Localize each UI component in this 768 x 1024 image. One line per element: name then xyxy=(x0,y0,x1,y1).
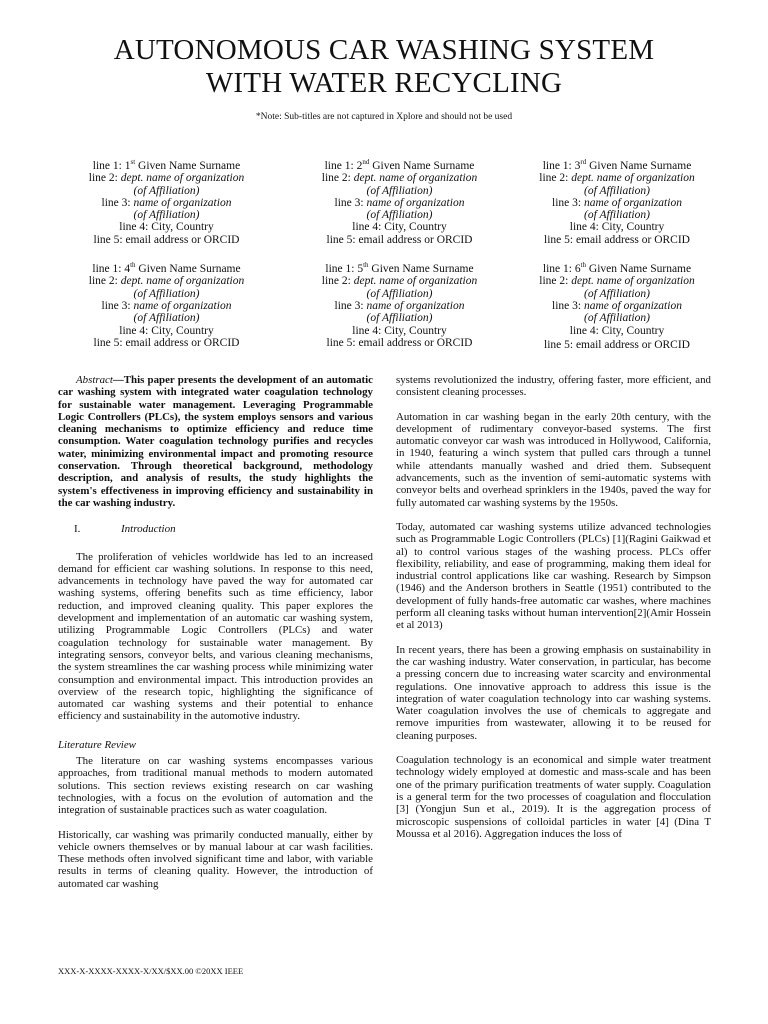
author-line-2b: (of Affiliation) xyxy=(133,184,200,197)
author-line-2b: (of Affiliation) xyxy=(584,287,650,300)
author-line-4: line 4: City, Country xyxy=(569,221,665,234)
author-line-3: line 3: name of organization xyxy=(552,196,682,209)
author-line-2b: (of Affiliation) xyxy=(133,287,200,300)
author-line-3b: (of Affiliation) xyxy=(366,312,433,325)
author-line-3: line 3: name of organization xyxy=(101,299,232,312)
abstract-body: —This paper presents the development of an automatic car washing system with integrated water coagulation technology for sustainable water management. Leveraging Programmable Logic Controllers (PLCs), the system employs sensors and various cleaning mechanisms to optimize efficiency and reduce time consumption. Water coagulation technology purifies and recycles water, minimizing environmental impact and promoting resource conservation. Through theoretical background, methodology description, and analysis of results, the study highlights the system's effectiveness in improving efficiency and sustainability in the car washing industry. xyxy=(58,374,373,509)
right-paragraph-5: Coagulation technology is an economical and simple water treatment technology widely employed at domestic and mass-scale and has been one of the primary purification treatments of water supply. Coagulation is a general term for the two processes of coagulation and flocculation [3] (Yongjun Sun et al., 2019). It is the aggregation process of microscopic suspensions of colloidal particles in water [4] (Dina T Moussa et al 2016). Aggregation induces the loss of xyxy=(396,754,711,840)
author-line-4: line 4: City, Country xyxy=(119,221,214,234)
author-6 xyxy=(516,263,718,351)
author-3 xyxy=(516,160,718,246)
author-line-1: line 1: 5th Given Name Surname xyxy=(325,261,474,276)
author-line-1: line 1: 2nd Given Name Surname xyxy=(324,158,475,172)
author-line-3: line 3: name of organization xyxy=(334,196,465,209)
author-1 xyxy=(50,160,283,246)
author-line-2b: (of Affiliation) xyxy=(366,184,433,197)
section-title: Introduction xyxy=(121,523,176,536)
left-column xyxy=(58,374,373,902)
copyright-footer: XXX-X-XXXX-XXXX-X/XX/$XX.00 ©20XX IEEE xyxy=(58,966,244,976)
intro-paragraph: The proliferation of vehicles worldwide has led to an increased demand for efficient car washing solutions. In response to this need, advancements in technology have paved the way for automated car washing systems, offering benefits such as time efficiency, labor reduction, and improved cleaning quality. This paper explores the development and implementation of an automatic car washing system, utilizing Programmable Logic Controllers (PLCs) and water coagulation technology for sustainable water management. By integrating sensors, conveyor belts, and various cleaning mechanisms, the system streamlines the car washing process while minimizing water consumption and environmental impact. This introduction provides an overview of the research topic, highlighting the significance of automated car washing systems and their potential to enhance efficiency and sustainability in the automotive industry. xyxy=(58,550,373,723)
author-line-5: line 5: email address or ORCID xyxy=(93,336,240,349)
author-line-4: line 4: City, Country xyxy=(352,221,447,234)
author-line-2: line 2: dept. name of organization xyxy=(539,172,695,185)
author-line-5: line 5: email address or ORCID xyxy=(544,233,690,246)
right-paragraph-3: Today, automated car washing systems utilize advanced technologies such as Programmable Logic Controllers (PLCs) [1](Ragini Gaikwad et al) to control various stages of the washing process. PLCs offer flexibility, reliability, and ease of programming, making them ideal for industrial control applications like car washing. Research by Simpson (1946) and the Anderson brothers in Seattle (1951) contributed to the development of fully hands-free automatic car washes, where machines perform all cleaning tasks without human intervention[2](Amir Hossein et al 2013) xyxy=(396,520,711,632)
author-line-3: line 3: name of organization xyxy=(334,299,465,312)
author-line-3b: (of Affiliation) xyxy=(366,209,433,222)
author-4 xyxy=(50,263,283,351)
author-line-2: line 2: dept. name of organization xyxy=(88,275,245,288)
author-line-1: line 1: 1st Given Name Surname xyxy=(92,158,241,172)
section-number: I. xyxy=(74,523,81,536)
abstract xyxy=(58,374,373,509)
right-column xyxy=(396,374,711,852)
author-line-3b: (of Affiliation) xyxy=(133,312,200,325)
subsection-heading-literature-review: Literature Review xyxy=(58,738,136,751)
author-line-2: line 2: dept. name of organization xyxy=(321,275,478,288)
author-line-1: line 1: 4th Given Name Surname xyxy=(92,261,241,276)
author-line-4: line 4: City, Country xyxy=(352,324,447,337)
author-line-4: line 4: City, Country xyxy=(119,324,214,337)
author-line-1: line 1: 3rd Given Name Surname xyxy=(542,158,692,172)
title-line-2: WITH WATER RECYCLING xyxy=(205,67,563,99)
author-5 xyxy=(283,263,516,351)
author-line-3b: (of Affiliation) xyxy=(133,209,200,222)
author-line-2: line 2: dept. name of organization xyxy=(321,172,478,185)
author-line-2b: (of Affiliation) xyxy=(584,184,650,197)
author-line-4: line 4: City, Country xyxy=(569,324,665,337)
subtitle-note: *Note: Sub-titles are not captured in Xplore and should not be used xyxy=(255,112,513,122)
author-line-3: line 3: name of organization xyxy=(101,196,232,209)
section-heading-introduction xyxy=(58,523,373,535)
literature-paragraph-1: The literature on car washing systems encompasses various approaches, from traditional manual methods to modern automated solutions. This section reviews existing research on car washing technologies, with a focus on the evolution of automation and the integration of sustainable practices such as water coagulation. xyxy=(58,755,373,817)
author-line-5: line 5: email address or ORCID xyxy=(326,233,473,246)
author-line-3b: (of Affiliation) xyxy=(584,312,650,325)
right-paragraph-2: Automation in car washing began in the early 20th century, with the development of rudimentary conveyor-based systems. The first automatic conveyor car wash was introduced in Hollywood, California, in 1940, featuring a winch system that pulled cars through a tunnel while attendants manually washed and dried them. Subsequent advancements, such as the invention of semi-automatic systems with conveyor belts and overhead sprinklers in the 1940s, paved the way for fully automated car washing systems by the 1950s. xyxy=(396,410,711,509)
author-line-5: line 5: email address or ORCID xyxy=(93,233,240,246)
paper-title xyxy=(40,34,728,100)
author-line-5: line 5: email address or ORCID xyxy=(326,336,473,349)
author-line-2b: (of Affiliation) xyxy=(366,287,433,300)
author-block xyxy=(50,160,718,351)
title-line-1: AUTONOMOUS CAR WASHING SYSTEM xyxy=(113,34,655,66)
right-paragraph-1: systems revolutionized the industry, offering faster, more efficient, and consistent cleaning processes. xyxy=(396,374,711,399)
abstract-lead: Abstract xyxy=(76,374,113,386)
author-line-1: line 1: 6th Given Name Surname xyxy=(542,261,692,276)
author-2 xyxy=(283,160,516,246)
author-line-2: line 2: dept. name of organization xyxy=(539,275,695,288)
author-line-3: line 3: name of organization xyxy=(552,299,682,312)
author-line-3b: (of Affiliation) xyxy=(584,209,650,222)
right-paragraph-4: In recent years, there has been a growing emphasis on sustainability in the car washing industry. Water conservation, in particular, has become a pressing concern due to increasing water scarcity and environmental regulations. One innovative approach to address this issue is the integration of water coagulation technology into car washing systems. Water coagulation involves the use of chemicals to aggregate and remove impurities from wastewater, allowing it to be reused for cleaning purposes. xyxy=(396,643,711,742)
literature-paragraph-2: Historically, car washing was primarily conducted manually, either by vehicle owners themselves or by manual labour at car wash facilities. These methods often involved significant time and labor, with variable results in terms of cleaning quality. However, the introduction of automated car washing xyxy=(58,828,373,890)
author-line-2: line 2: dept. name of organization xyxy=(88,172,245,185)
author-line-5: line 5: email address or ORCID xyxy=(544,338,690,351)
